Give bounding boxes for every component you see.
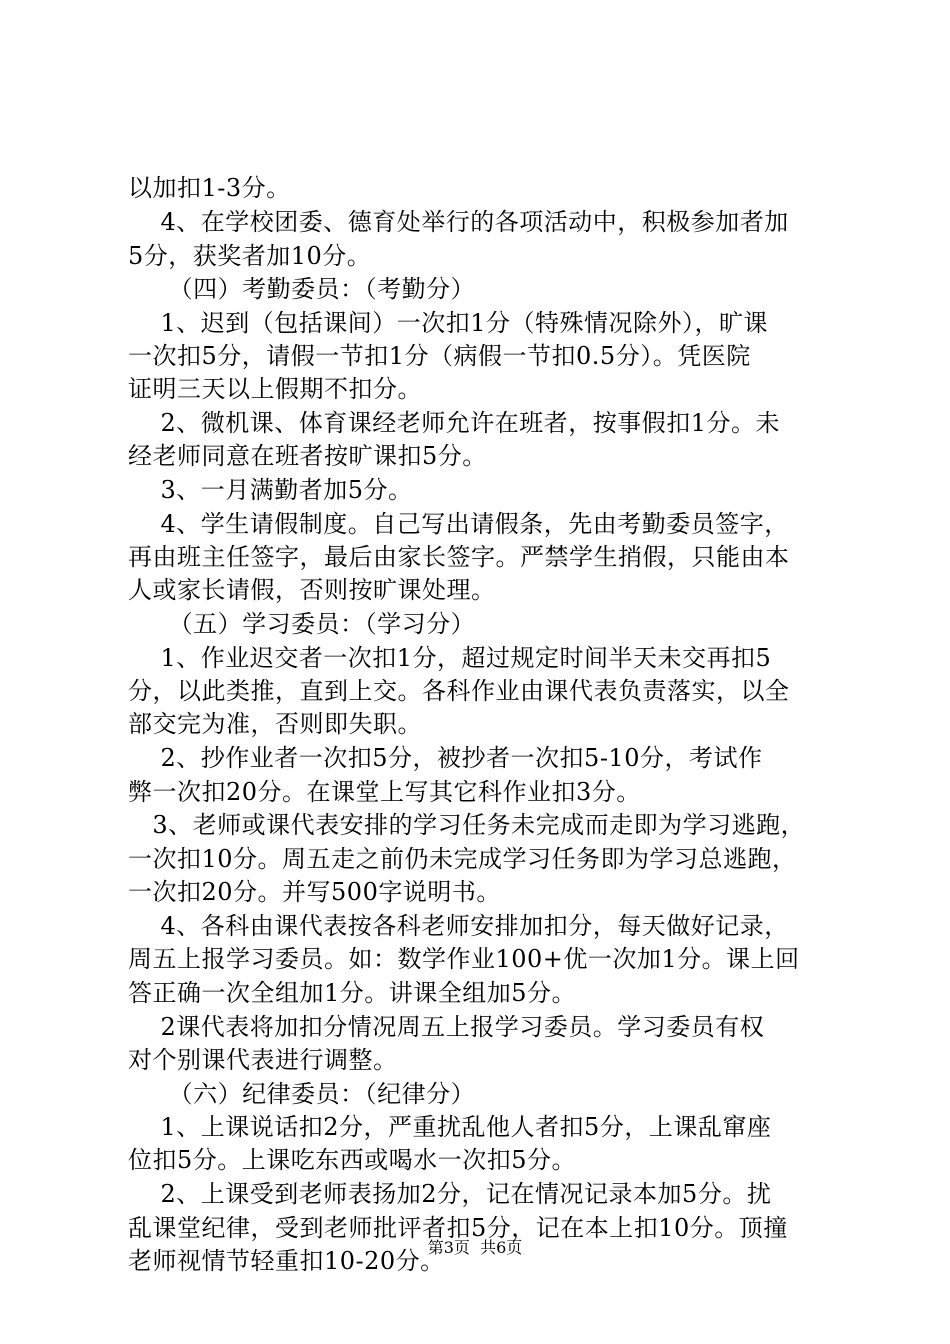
text-line: 分，以此类推，直到上交。各科作业由课代表负责落实，以全 — [128, 677, 790, 705]
text-line: 位扣5分。上课吃东西或喝水一次扣5分。 — [128, 1146, 577, 1174]
text-line: 老师视情节轻重扣10-20分。 — [128, 1247, 445, 1275]
text-line: 一次扣20分。并写500字说明书。 — [128, 878, 501, 906]
text-line: 证明三天以上假期不扣分。 — [128, 375, 422, 403]
text-line: 一次扣5分，请假一节扣1分（病假一节扣0.5分）。凭医院 — [128, 342, 751, 370]
text-line: 1、作业迟交者一次扣1分，超过规定时间半天未交再扣5 — [128, 644, 772, 672]
text-line: 再由班主任签字，最后由家长签字。严禁学生捎假，只能由本 — [128, 543, 790, 571]
section-heading-attendance: （四）考勤委员：（考勤分） — [128, 275, 476, 303]
text-line: 4、各科由课代表按各科老师安排加扣分，每天做好记录， — [128, 912, 789, 940]
text-line: 3、一月满勤者加5分。 — [128, 476, 413, 504]
text-line: 5分，获奖者加10分。 — [128, 242, 372, 270]
text-line: 2、抄作业者一次扣5分，被抄者一次扣5-10分，考试作 — [128, 744, 763, 772]
text-line: 1、上课说话扣2分，严重扰乱他人者扣5分，上课乱窜座 — [128, 1113, 772, 1141]
text-line: 2、上课受到老师表扬加2分，记在情况记录本加5分。扰 — [128, 1180, 772, 1208]
text-line: 2课代表将加扣分情况周五上报学习委员。学习委员有权 — [128, 1013, 765, 1041]
text-line: 弊一次扣20分。在课堂上写其它科作业扣3分。 — [128, 778, 641, 806]
text-line: 一次扣10分。周五走之前仍未完成学习任务即为学习总逃跑， — [128, 845, 797, 873]
page-number-footer: 第3页 共6页 — [427, 1238, 523, 1257]
text-line: 4、在学校团委、德育处举行的各项活动中，积极参加者加 — [128, 208, 789, 236]
text-line: 3、老师或课代表安排的学习任务未完成而走即为学习逃跑， — [128, 811, 806, 839]
text-line: 对个别课代表进行调整。 — [128, 1046, 398, 1074]
text-line: 人或家长请假，否则按旷课处理。 — [128, 576, 496, 604]
text-line: 4、学生请假制度。自己写出请假条，先由考勤委员签字， — [128, 510, 789, 538]
section-heading-study: （五）学习委员：（学习分） — [128, 610, 476, 638]
text-line: 乱课堂纪律，受到老师批评者扣5分，记在本上扣10分。顶撞 — [128, 1214, 788, 1242]
text-line: 2、微机课、体育课经老师允许在班者，按事假扣1分。未 — [128, 409, 781, 437]
text-line: 部交完为准，否则即失职。 — [128, 710, 422, 738]
text-line: 经老师同意在班者按旷课扣5分。 — [128, 442, 487, 470]
text-line: 周五上报学习委员。如：数学作业100+优一次加1分。课上回 — [128, 945, 800, 973]
section-heading-discipline: （六）纪律委员：（纪律分） — [128, 1080, 476, 1108]
text-line: 1、迟到（包括课间）一次扣1分（特殊情况除外），旷课 — [128, 309, 769, 337]
text-line: 以加扣1-3分。 — [128, 174, 291, 202]
text-line: 答正确一次全组加1分。讲课全组加5分。 — [128, 979, 577, 1007]
